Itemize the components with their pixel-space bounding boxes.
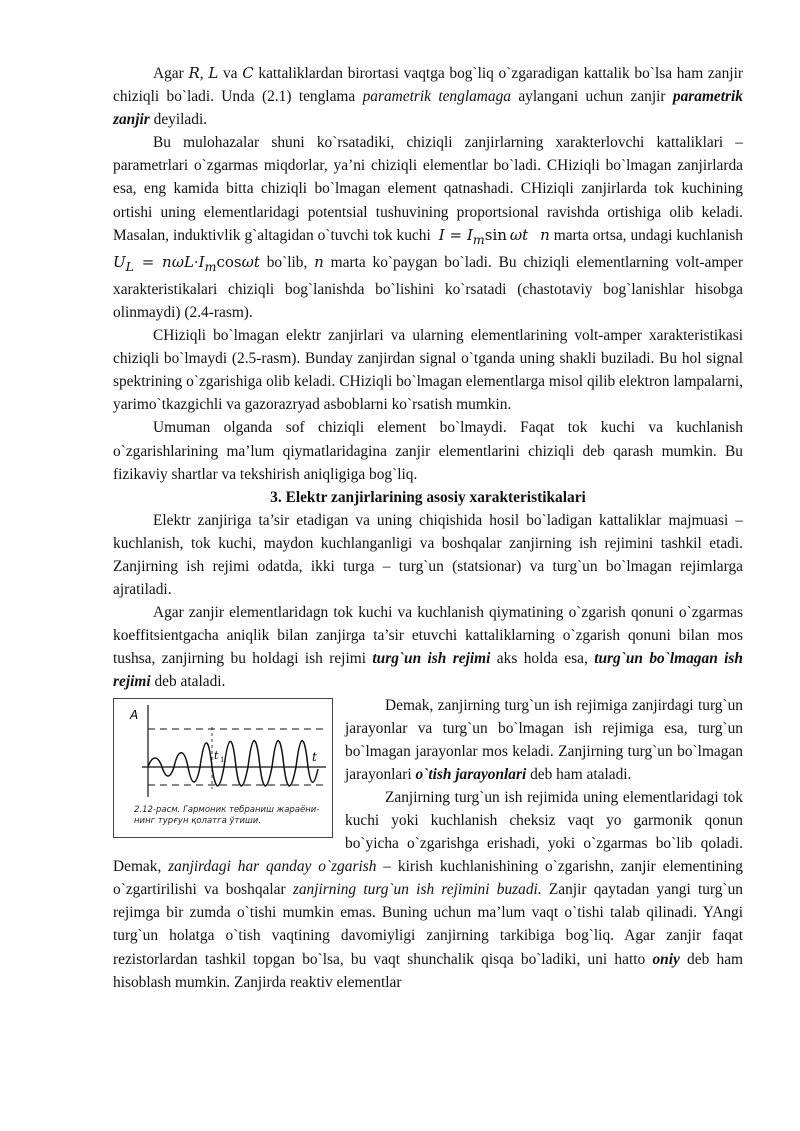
paragraph-pure-linear: Umuman olganda sof chiziqli element bo`lmaydi. Faqat tok kuchi va kuchlanish o`zgarishlarining ma’lum qiymatlaridagina zanjir elementlarini chiziqli deb qarash mumkin. Bu fizikaviy shartlar va tekshirish aniqligiga bog`liq. bbox=[113, 419, 743, 483]
text: kattaliklardan birortasi vaqtga bog`liq o`zgaradigan kattalik bo`lsa ham zanjir chiziqli bo`ladi. Unda (2.1) tenglama bbox=[113, 65, 743, 106]
formula-subscript: m bbox=[472, 231, 485, 247]
text: bo`lib, bbox=[259, 253, 315, 271]
term-instant: oniy bbox=[652, 950, 680, 968]
symbol-c: C bbox=[242, 64, 254, 82]
formula-part: ωt bbox=[241, 252, 260, 271]
formula-part: I bbox=[466, 225, 473, 244]
formula-subscript: m bbox=[204, 258, 217, 274]
text: marta ko`paygan bo`ladi. Bu chiziqli elementlarning volt-amper xarakteristikalari chiziqli bog`lanishda bo`lishini ko`rsatadi (chastotaviy bog`lanishlar hisobga olinmaydi) (2.4-rasm). bbox=[113, 253, 743, 321]
text: Zanjir qaytadan yangi turg`un rejimga bir zumda o`tishi mumkin emas. Buning uchun ma’lum vaqt o`tishi talab qilinadi. YAngi turg`un holatga o`tish vaqtining davomiyligi zanjirning tarkibiga bog`liq. Agar zanjir faqat rezistorlardan tashkil topgan bo`lsa, bu vaqt shunchalik qisqa bo`ladiki, uni hatto bbox=[113, 881, 743, 968]
text: Agar bbox=[153, 65, 189, 82]
formula-voltage bbox=[113, 252, 260, 274]
text: Bu mulohazalar shuni ko`rsatadiki, chiziqli zanjirlarning xarakterlovchi kattaliklari – parametrlari o`zgarmas miqdorlar, ya’ni chiziqli elementlar bo`ladi. CHiziqli bo`lmagan zanjirlarda esa, eng kamida bitta chiziqli bo`lmagan element qatnashadi. CHiziqli zanjirlarda tok kuchining ortishi uning elementlaridagi potentsial tushuvining proportsional ravishda ortishiga olib keladi. Masalan, induktivlik g`altagidan o`tuvchi tok kuchi bbox=[113, 134, 743, 244]
text: deb ham ataladi. bbox=[526, 765, 632, 783]
document-page bbox=[113, 62, 743, 994]
text: Demak, zanjirning turg`un ish rejimiga zanjirdagi turg`un jarayonlar va turg`un bo`lmagan ish rejimiga esa, turg`un bo`lmagan jarayonlar mos keladi. Zanjirning turg`un bo`lmagan jarayonlari bbox=[345, 696, 743, 783]
x-axis-label: t bbox=[312, 749, 317, 764]
text: , bbox=[199, 65, 209, 82]
text: aks holda esa, bbox=[490, 650, 595, 668]
formula-subscript: L bbox=[125, 258, 134, 274]
figure-transient-oscillation bbox=[113, 698, 333, 838]
text: aylangani uchun zanjir bbox=[511, 88, 673, 106]
paragraph-nonlinear-circuits: CHiziqli bo`lmagan elektr zanjirlari va ularning elementlarining volt-amper xarakteristikasi chiziqli bo`lmaydi (2.5-rasm). Bunday zanjirdan signal o`tganda uning shakli buziladi. Bu hol signal spektrining o`zgarishiga olib keladi. CHiziqli bo`lmagan elementlarga misol qilib elektron lampalarni, yarimo`tkazgichli va gazorazryad asboblarni ko`rsatish mumkin. bbox=[113, 327, 743, 414]
formula-part: U bbox=[113, 252, 126, 271]
paragraph-linear-elements bbox=[113, 131, 743, 324]
text: deb ham hisoblash mumkin. Zanjirda reaktiv elementlar bbox=[113, 950, 743, 991]
text: deb ataladi. bbox=[150, 673, 226, 691]
formula-part: ωt bbox=[509, 225, 529, 244]
emphasis-mode-broken: zanjirning turg`un ish rejimini buzadi. bbox=[292, 881, 542, 899]
paragraph-work-mode: Elektr zanjiriga ta’sir etadigan va uning chiqishida hosil bo`ladigan kattaliklar majmuasi – kuchlanish, tok kuchi, maydon kuchlanganligi va boshqalar zanjirning ish rejimini tashkil etadi. Zanjirning ish rejimi odatda, ikki turga – turg`un (statsionar) va turg`un bo`lmagan rejimlarga ajratiladi. bbox=[113, 511, 743, 599]
section-heading: 3. Elektr zanjirlarining asosiy xarakteristikalari bbox=[270, 488, 586, 506]
text: marta ortsa, undagi kuchlanish bbox=[549, 226, 743, 244]
formula-part: nωL·I bbox=[162, 252, 205, 271]
term-transient-processes: o`tish jarayonlari bbox=[415, 765, 527, 783]
text: Agar zanjir elementlaridagn tok kuchi va kuchlanish qiymatining o`zgarish qonuni o`zgarmas koeffitsientgacha aniqlik bilan zanjirga ta’sir etuvchi kattaliklarning o`zgarish qonuni bilan mos tushsa, zanjirning bu holdagi ish rejimi bbox=[113, 604, 743, 668]
text: Zanjirning turg`un ish rejimida uning elementlaridagi tok kuchi yoki kuchlanish cheksiz vaqt yo garmonik qonun bo`yicha o`zgarishga erishadi, yoki o`zgarmas bo`lib qoladi. Demak, bbox=[113, 788, 743, 876]
symbol-n: n bbox=[540, 225, 550, 244]
formula-function: cos bbox=[216, 252, 242, 271]
formula-part: I bbox=[438, 225, 445, 244]
symbol-r: R bbox=[188, 64, 200, 82]
formula-function: sin bbox=[484, 225, 507, 244]
text: – kirish kuchlanishining o`zgarishn, zanjir elementining o`zgartirilishi va boshqalar bbox=[113, 858, 743, 899]
term-unsteady-mode: turg`un bo`lmagan ish rejimi bbox=[113, 650, 743, 691]
emphasis-any-change: zanjirdagi har qanday o`zgarish bbox=[168, 858, 377, 876]
emphasis-parametric-equation: parametrik tenglamaga bbox=[362, 88, 511, 106]
term-parametric-chain: parametrik zanjir bbox=[113, 88, 743, 129]
paragraph-parametric-chain bbox=[113, 62, 743, 131]
formula-part: = bbox=[444, 225, 467, 244]
y-axis-label: A bbox=[130, 707, 139, 722]
symbol-n: n bbox=[314, 252, 324, 271]
text: deyiladi. bbox=[149, 111, 208, 129]
formula-current bbox=[438, 225, 529, 247]
term-steady-mode: turg`un ish rejimi bbox=[372, 650, 491, 668]
oscillation-curve bbox=[148, 740, 318, 785]
text: va bbox=[218, 65, 243, 82]
symbol-l: L bbox=[208, 64, 219, 82]
figure-caption: 2.12-расм. Гармоник тебраниш жараёни-нинг турғун қолатга ўтиши. bbox=[134, 804, 320, 826]
t1-label: t bbox=[214, 748, 219, 762]
formula-part: = bbox=[133, 252, 163, 271]
t1-subscript: 1 bbox=[220, 755, 225, 764]
paragraph-steady-state bbox=[113, 601, 743, 693]
